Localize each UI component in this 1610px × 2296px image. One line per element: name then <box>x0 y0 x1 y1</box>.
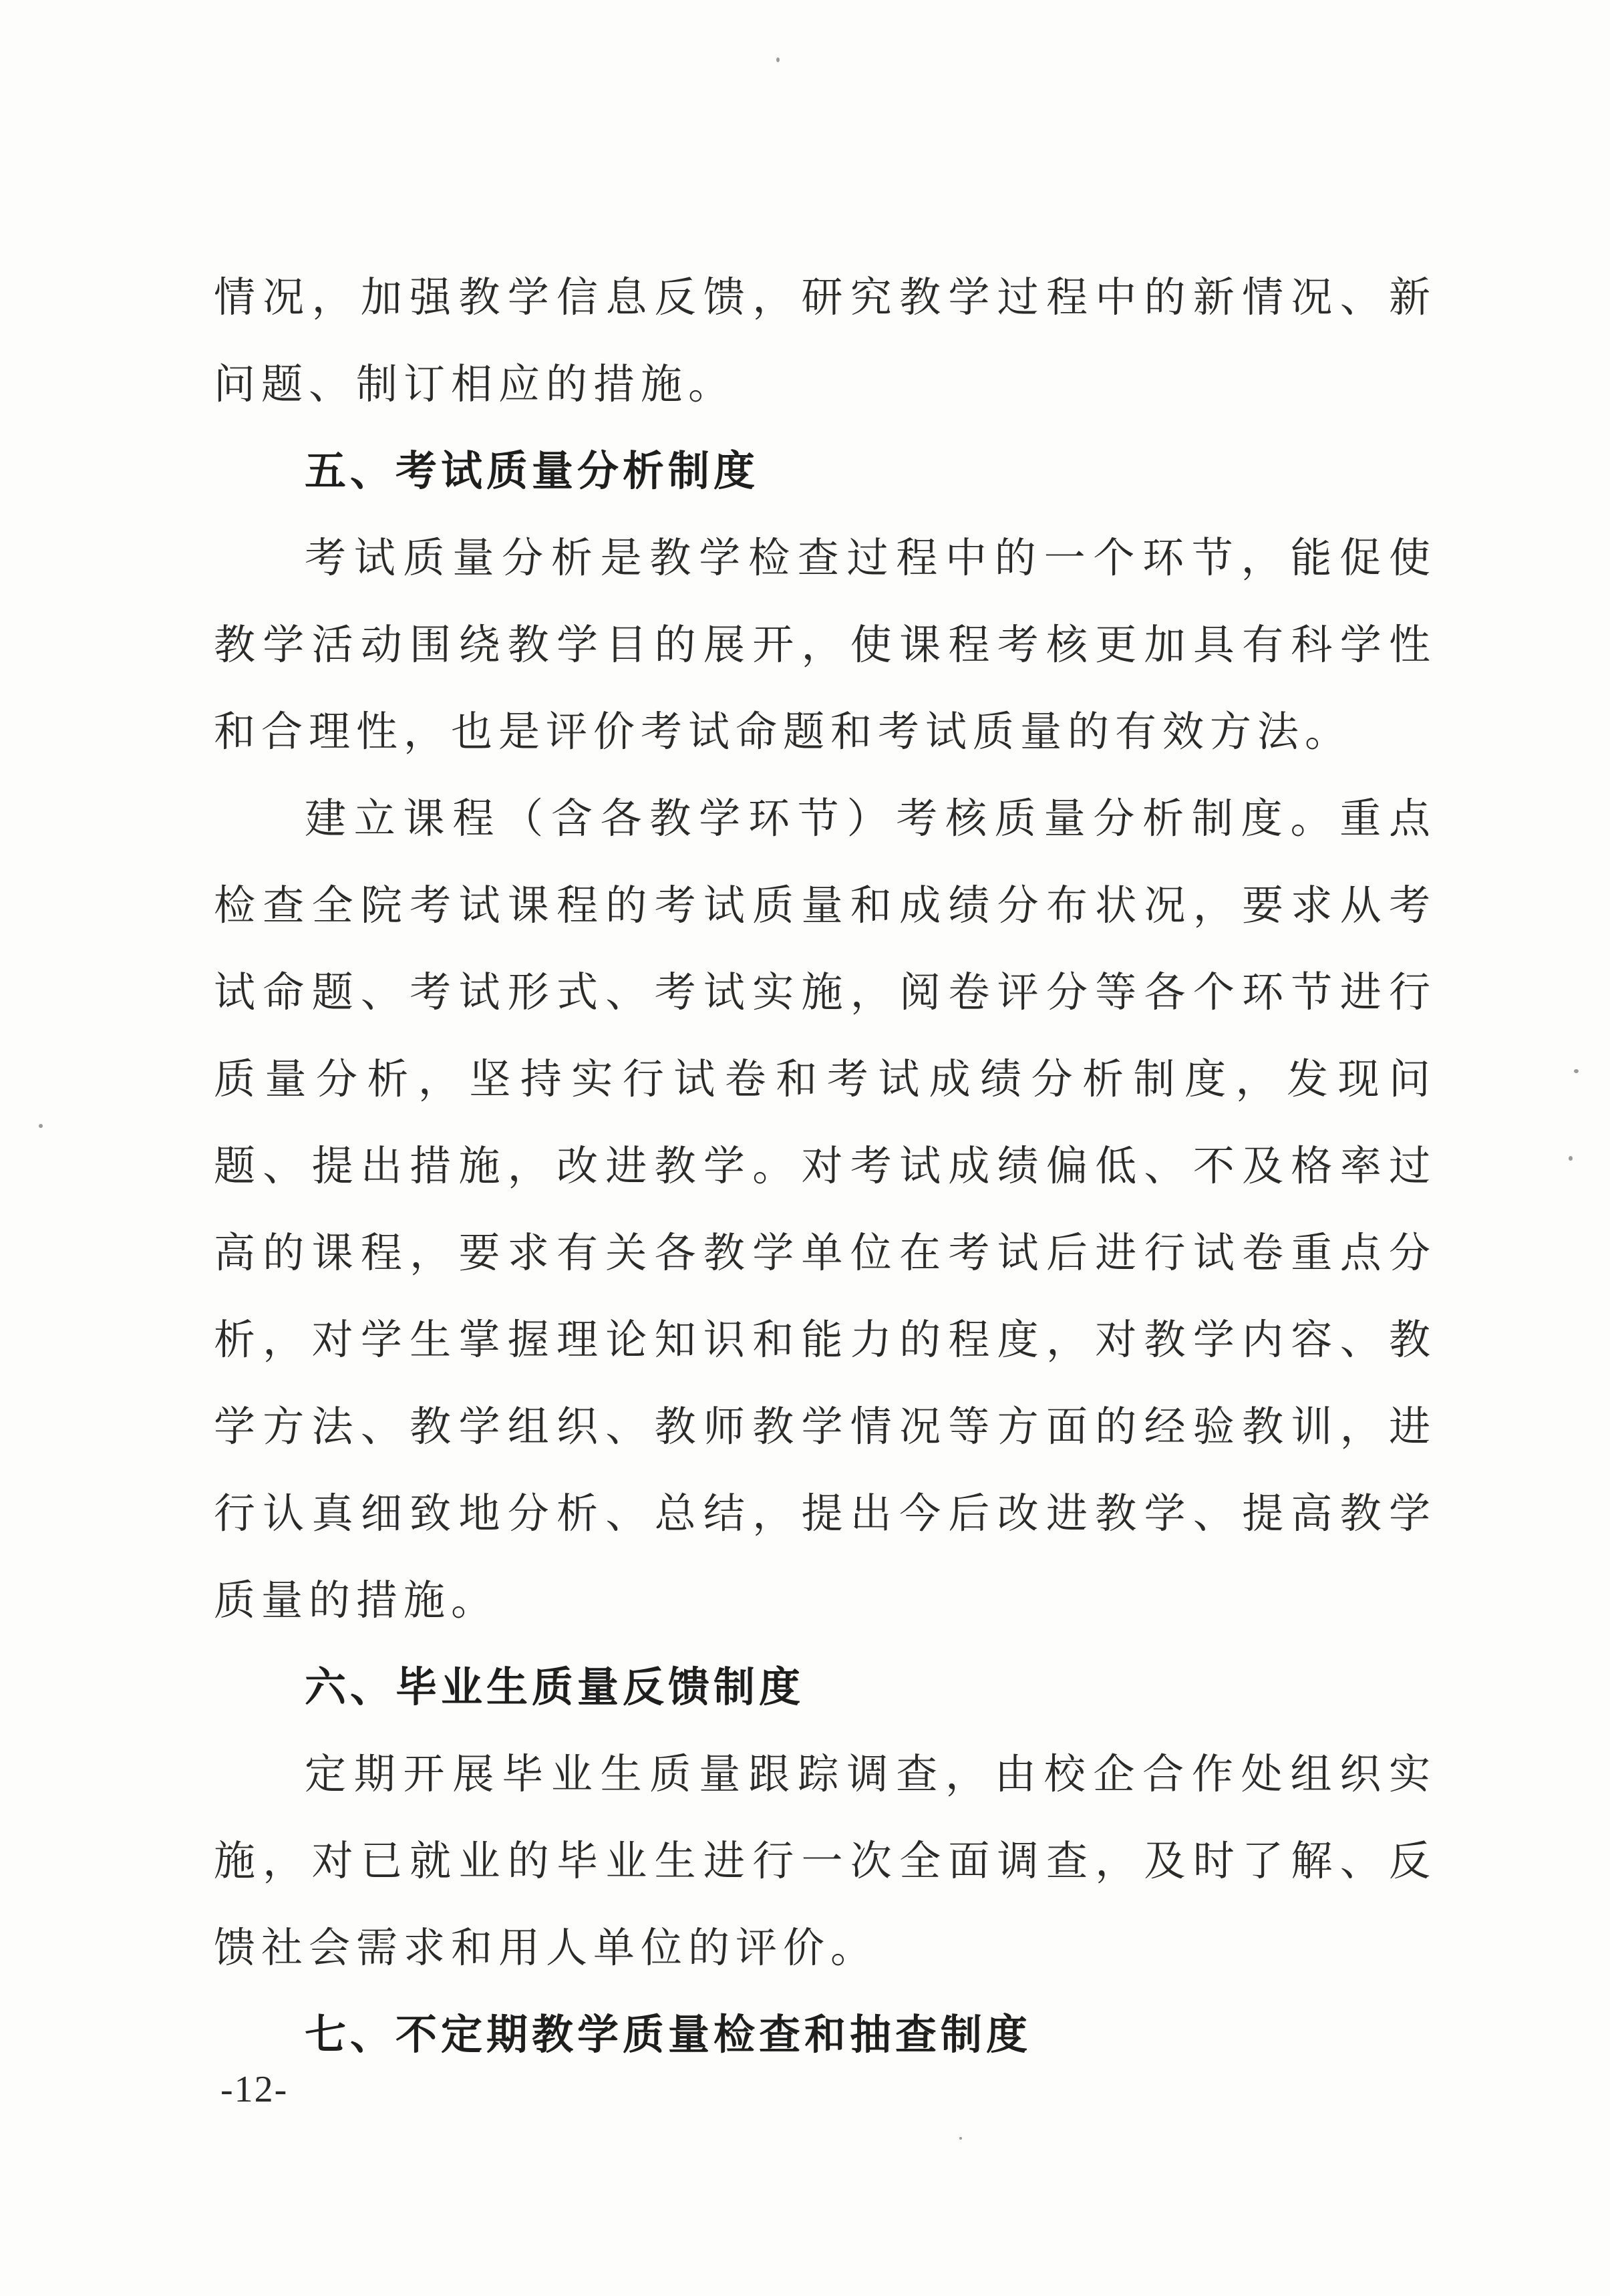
section-7-heading: 七、不定期教学质量检查和抽查制度 <box>305 2010 1032 2059</box>
section-6-paragraph-1: 定期开展毕业生质量跟踪调查，由校企合作处组织实施，对已就业的毕业生进行一次全面调查，及时了解、反馈社会需求和用人单位的评价。 <box>214 1749 1436 1972</box>
scan-speck <box>959 2137 962 2140</box>
document-body <box>214 254 1436 2078</box>
section-5-paragraph-1: 考试质量分析是教学检查过程中的一个环节，能促使教学活动围绕教学目的展开，使课程考核更加具有科学性和合理性，也是评价考试命题和考试质量的有效方法。 <box>214 533 1436 756</box>
scan-speck <box>776 57 780 62</box>
section-5-paragraph-2: 建立课程（含各教学环节）考核质量分析制度。重点检查全院考试课程的考试质量和成绩分布状况，要求从考试命题、考试形式、考试实施，阅卷评分等各个环节进行质量分析，坚持实行试卷和考试成绩分析制度，发现问题、提出措施，改进教学。对考试成绩偏低、不及格率过高的课程，要求有关各教学单位在考试后进行试卷重点分析，对学生掌握理论知识和能力的程度，对教学内容、教学方法、教学组织、教师教学情况等方面的经验教训，进行认真细致地分析、总结，提出今后改进教学、提高教学质量的措施。 <box>214 794 1436 1624</box>
section-6-heading: 六、毕业生质量反馈制度 <box>305 1663 805 1711</box>
scan-speck <box>1574 1069 1579 1073</box>
continuation-paragraph: 情况，加强教学信息反馈，研究教学过程中的新情况、新问题、制订相应的措施。 <box>214 273 1436 408</box>
section-5-heading: 五、考试质量分析制度 <box>305 446 760 495</box>
scan-speck <box>1569 1156 1573 1161</box>
scan-speck <box>39 1124 43 1128</box>
page-number: -12- <box>220 2069 289 2110</box>
